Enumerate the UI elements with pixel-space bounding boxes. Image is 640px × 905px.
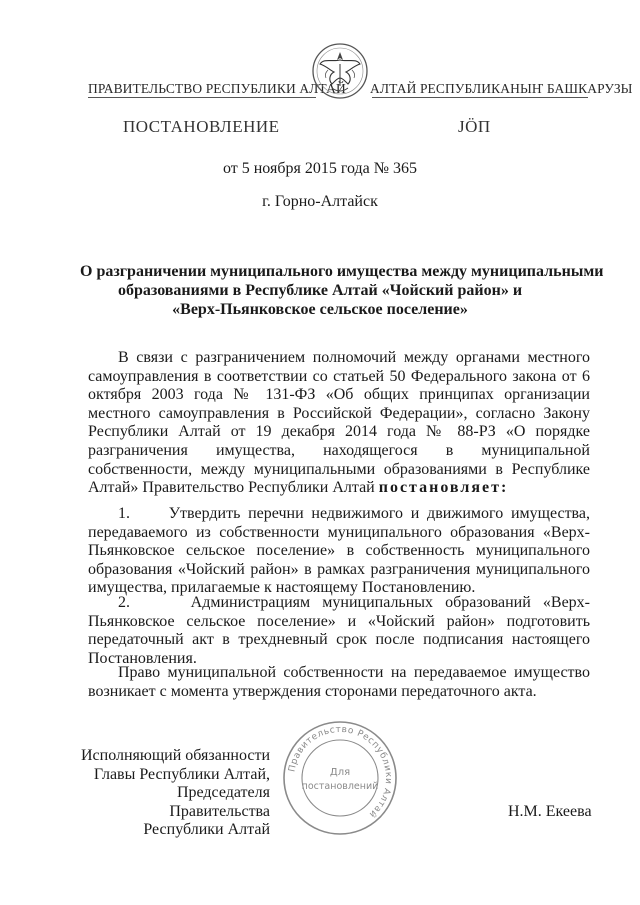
letterhead-rule-left <box>88 97 316 98</box>
resolves-keyword: постановляет <box>378 479 501 497</box>
document-title <box>80 262 604 319</box>
stamp-ring-text: Правительство Республики Алтай <box>287 724 394 820</box>
stamp-center-line-2: постановлений <box>301 781 379 792</box>
paragraph-item-1: 1. Утвердить перечни недвижимого и движимого имущества, передаваемого из собственности муниципального образования «Верх-Пьянковское сельское поселение» в собственность муниципального образования «Чойский район» в рамках разграничения муниципального имущества, прилагаемые к настоящему Постановлению. <box>88 505 590 597</box>
title-line: «Верх-Пьянковское сельское поселение» <box>172 301 468 318</box>
paragraph-preamble <box>88 349 590 498</box>
doc-kind-russian: ПОСТАНОВЛЕНИЕ <box>123 117 280 136</box>
signatory-line: Главы Республики Алтай, <box>93 765 270 783</box>
paragraph-item-2: 2. Администрациям муниципальных образований «Верх-Пьянковское сельское поселение» и «Чойский район» подготовить передаточный акт в трехдневный срок после подписания настоящего Постановления. <box>88 594 590 667</box>
document-city: г. Горно-Алтайск <box>262 193 378 210</box>
title-line: образованиями в Республике Алтай «Чойский район» и <box>117 282 523 299</box>
signatory-name: Н.М. Екеева <box>508 803 592 820</box>
letterhead-right: АЛТАЙ РЕСПУБЛИКАНЫҤ БАШКАРУЗЫ <box>370 81 633 96</box>
resolves-colon: : <box>500 479 509 497</box>
paragraph-ownership: Право муниципальной собственности на передаваемое имущество возникает с момента утверждения сторонами передаточного акта. <box>88 664 590 700</box>
letterhead-left: ПРАВИТЕЛЬСТВО РЕСПУБЛИКИ АЛТАЙ <box>88 81 346 96</box>
title-line: О разграничении муниципального имущества между муниципальными <box>80 263 604 280</box>
letterhead-rule-right <box>372 97 588 98</box>
signatory-line: Исполняющий обязанности <box>80 747 270 764</box>
doc-kind-altai: ЈÖП <box>458 117 491 136</box>
signatory-line: Республики Алтай <box>143 821 270 839</box>
signatory-title <box>80 747 270 840</box>
official-stamp <box>280 718 400 838</box>
document-date: от 5 ноября 2015 года № 365 <box>222 160 418 177</box>
coat-of-arms-icon <box>310 40 370 102</box>
stamp-center-line-1: Для <box>329 767 351 778</box>
signatory-line: Председателя Правительства <box>169 784 270 820</box>
preamble-text: В связи с разграничением полномочий между органами местного самоуправления в соответствии со статьей 50 Федерального закона от 6 октября 2003 года № 131-ФЗ «Об общих принципах организации местного самоуправления в Российской Федерации», согласно Закону Республики Алтай от 19 декабря 2014 года № 88-РЗ «О порядке разграничения имущества, находящегося в муниципальной собственности, между муниципальными образованиями в Республике Алтай» Правительство Республики Алтай <box>88 349 590 497</box>
